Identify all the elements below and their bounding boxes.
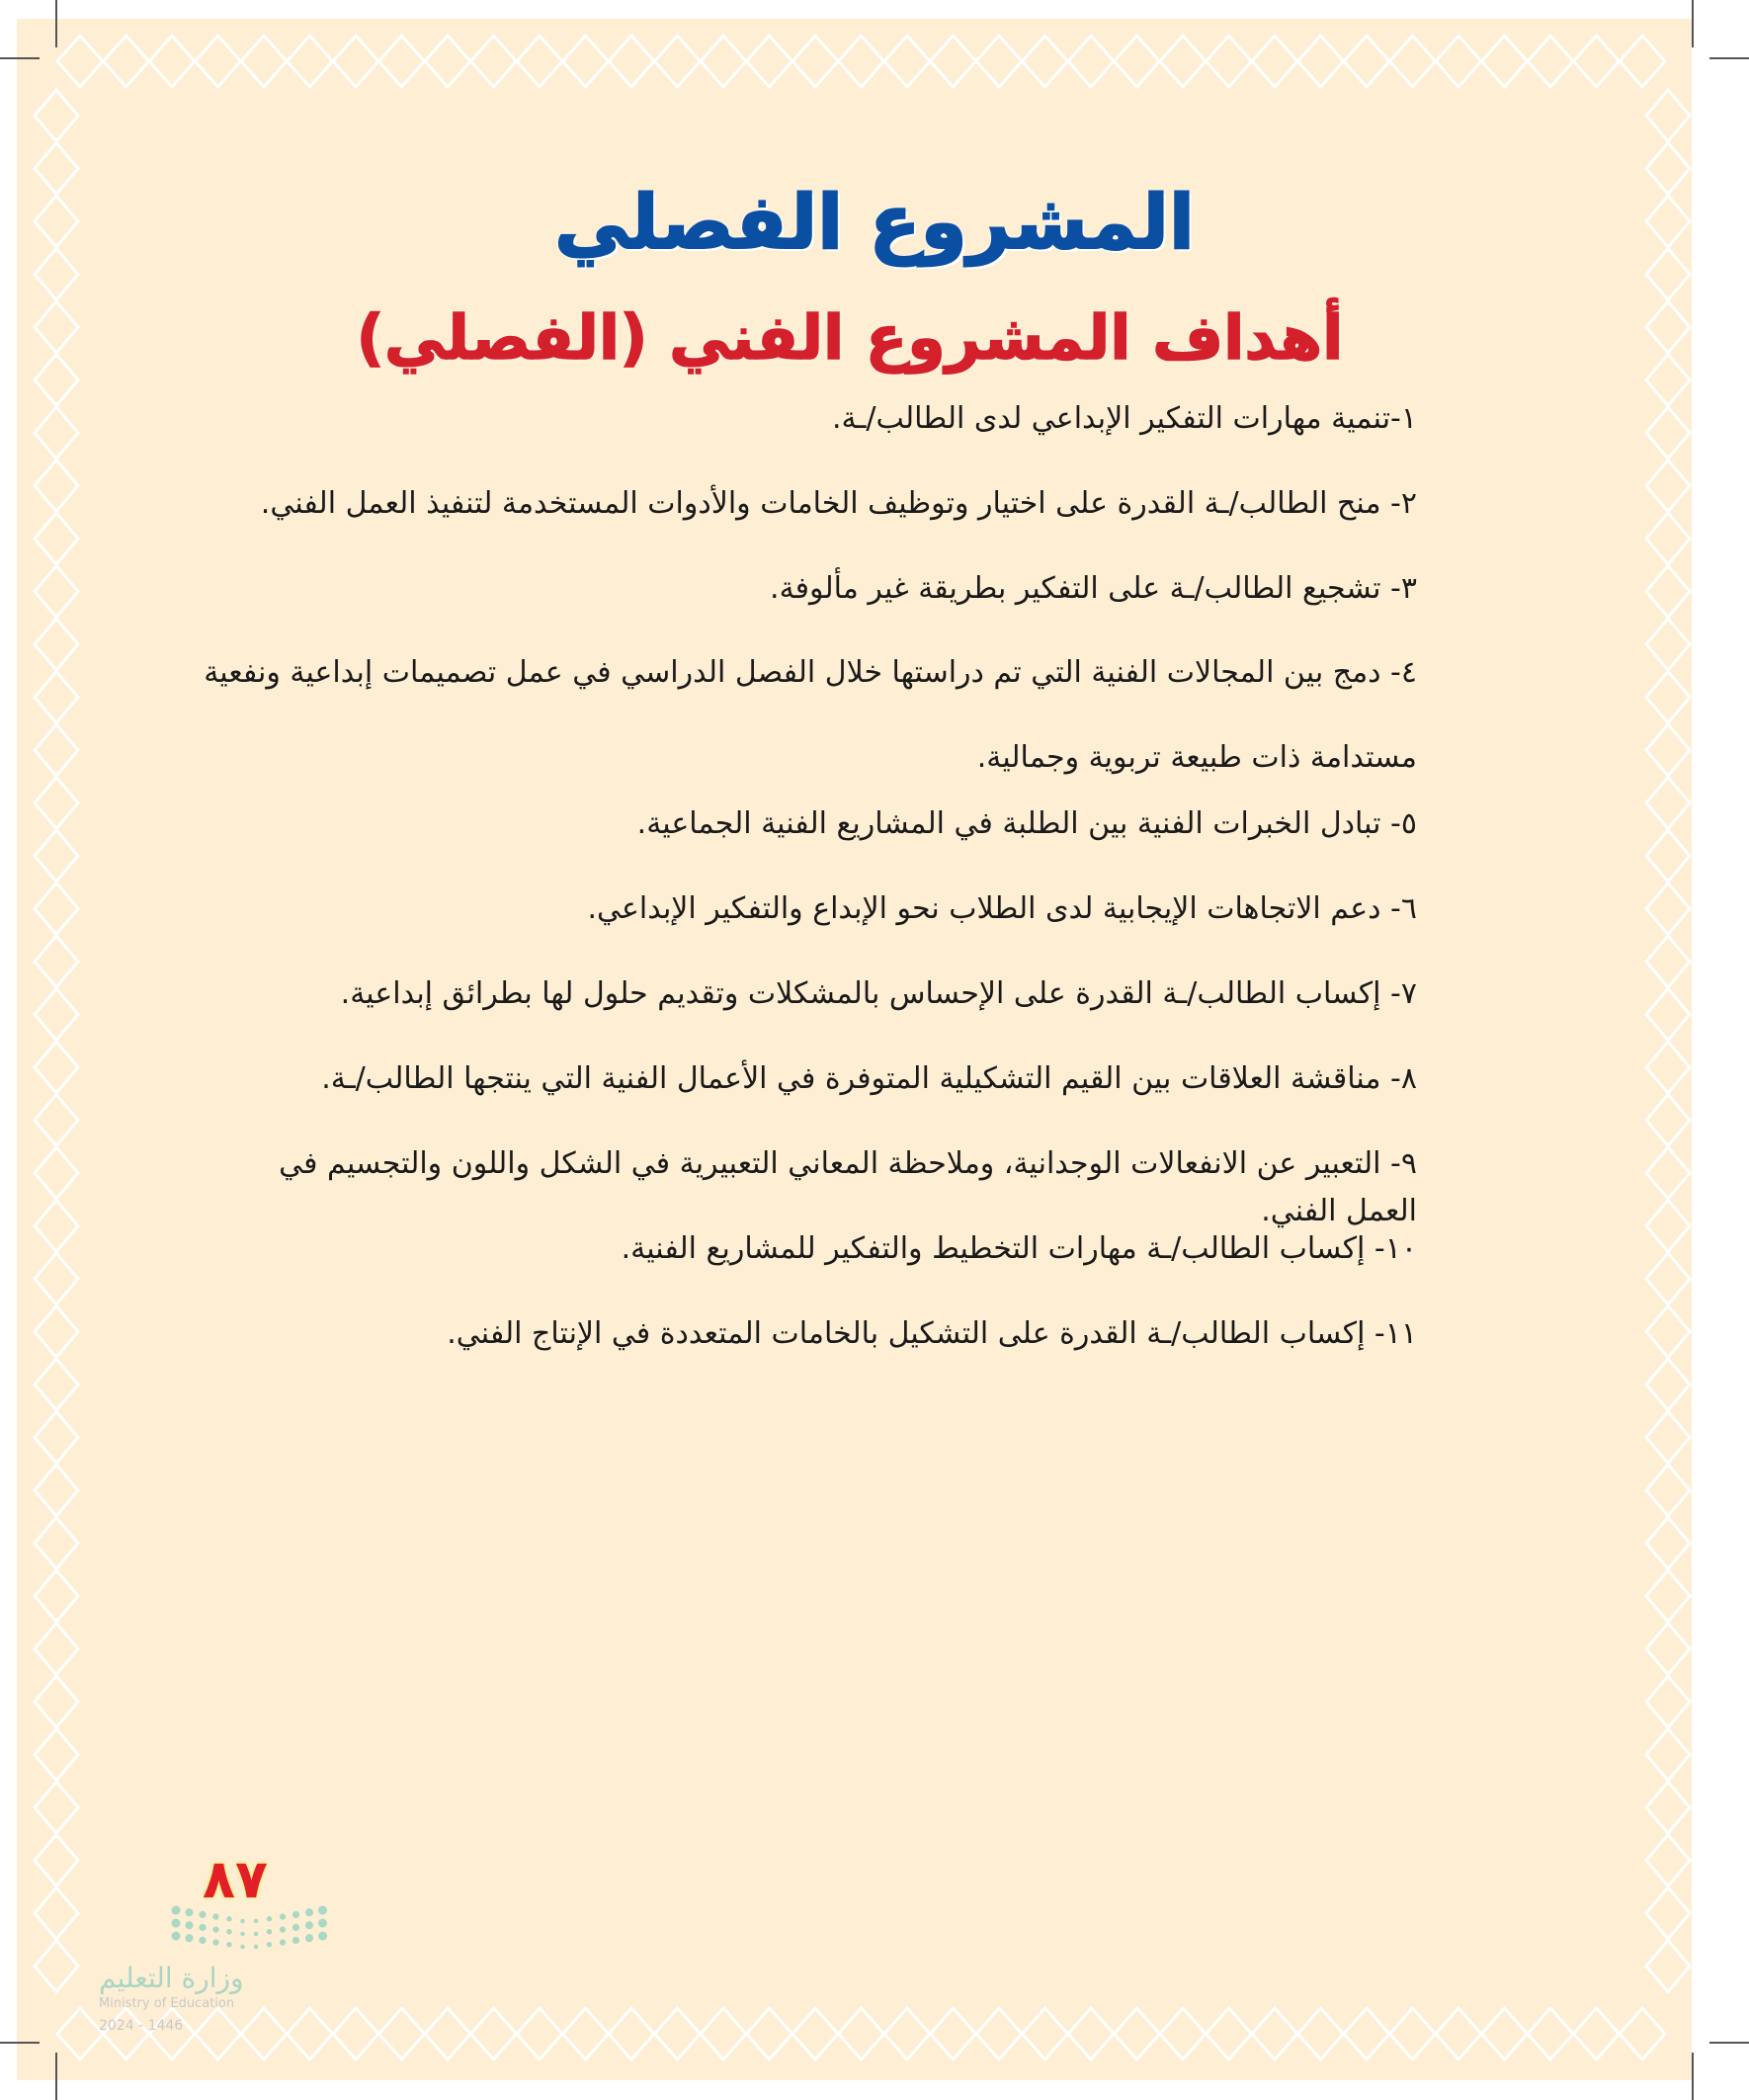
border-diamond <box>35 778 78 829</box>
border-diamond <box>35 513 78 564</box>
crop-mark <box>1692 2053 1694 2100</box>
border-diamond <box>1646 90 1690 141</box>
goals-list <box>202 395 1417 1395</box>
border-diamond <box>1646 1306 1690 1358</box>
border-diamond <box>1646 1888 1690 1939</box>
border-diamond <box>1646 1676 1690 1727</box>
border-diamond <box>1646 1201 1690 1252</box>
border-diamond <box>57 2008 103 2059</box>
border-diamond <box>1298 2008 1344 2059</box>
crop-mark <box>55 2053 57 2100</box>
border-diamond <box>1646 1465 1690 1516</box>
border-diamond <box>379 36 425 87</box>
border-diamond <box>931 2008 976 2059</box>
border-diamond <box>792 2008 838 2059</box>
border-diamond <box>1646 1941 1690 1992</box>
border-diamond <box>35 936 78 987</box>
border-diamond <box>35 1518 78 1569</box>
border-diamond <box>1646 724 1690 776</box>
border-diamond <box>196 36 241 87</box>
goal-item: ٨- مناقشة العلاقات بين القيم التشكيلية المتوفرة في الأعمال الفنية التي ينتجها الطالب/ـة. <box>321 1061 1417 1096</box>
border-diamond <box>104 36 149 87</box>
border-diamond <box>1436 36 1481 87</box>
border-diamond <box>609 2008 654 2059</box>
border-diamond <box>976 2008 1022 2059</box>
border-diamond <box>1646 1253 1690 1304</box>
border-diamond <box>35 1888 78 1939</box>
border-diamond <box>1646 936 1690 987</box>
border-diamond <box>1344 36 1389 87</box>
border-diamond <box>35 90 78 141</box>
ministry-logo-icon <box>170 1902 328 1952</box>
border-diamond <box>35 1253 78 1304</box>
crop-mark <box>0 57 40 59</box>
border-diamond <box>1646 1729 1690 1781</box>
border-diamond <box>1068 2008 1114 2059</box>
border-diamond <box>1528 2008 1573 2059</box>
border-diamond <box>1646 407 1690 459</box>
border-diamond <box>35 1570 78 1622</box>
crop-mark <box>1709 57 1749 59</box>
border-diamond <box>35 301 78 353</box>
border-diamond <box>1298 36 1344 87</box>
crop-mark <box>1692 0 1694 47</box>
ministry-name-english: Ministry of Education <box>99 1996 235 2011</box>
border-diamond <box>1646 355 1690 406</box>
border-diamond <box>241 2008 287 2059</box>
border-diamond <box>1646 1095 1690 1146</box>
border-diamond <box>884 2008 930 2059</box>
goal-item: ٥- تبادل الخبرات الفنية بين الطلبة في المشاريع الفنية الجماعية. <box>636 806 1417 841</box>
border-diamond <box>35 355 78 406</box>
border-diamond <box>1068 36 1114 87</box>
border-diamond <box>379 2008 425 2059</box>
border-diamond <box>747 36 792 87</box>
border-diamond <box>1252 36 1297 87</box>
border-diamond <box>1115 2008 1160 2059</box>
border-diamond <box>1436 2008 1481 2059</box>
goal-item: ٢- منح الطالب/ـة القدرة على اختيار وتوظيف الخامات والأدوات المستخدمة لتنفيذ العمل الفني. <box>260 486 1417 521</box>
border-diamond <box>1646 778 1690 829</box>
border-diamond <box>1482 36 1528 87</box>
border-diamond <box>747 2008 792 2059</box>
border-diamond <box>1390 2008 1436 2059</box>
border-diamond <box>563 2008 609 2059</box>
border-diamond <box>35 1835 78 1887</box>
border-diamond <box>35 1201 78 1252</box>
border-diamond <box>149 36 195 87</box>
border-diamond <box>1646 461 1690 512</box>
goal-item: ١-تنمية مهارات التفكير الإبداعي لدى الطالب/ـة. <box>832 401 1417 436</box>
border-diamond <box>57 36 103 87</box>
border-diamond <box>1646 1359 1690 1410</box>
border-diamond <box>1528 36 1573 87</box>
border-diamond <box>35 989 78 1041</box>
border-diamond <box>35 1095 78 1146</box>
border-diamond <box>1646 619 1690 670</box>
border-diamond <box>976 36 1022 87</box>
border-diamond <box>1207 36 1252 87</box>
border-diamond <box>884 36 930 87</box>
border-diamond <box>1646 301 1690 353</box>
border-diamond <box>35 672 78 723</box>
border-diamond <box>35 883 78 935</box>
page-title: المشروع الفصلي <box>554 178 1195 266</box>
edition-year: 2024 - 1446 <box>99 2018 184 2034</box>
crop-mark <box>0 2042 40 2044</box>
border-diamond <box>288 36 333 87</box>
border-diamond <box>35 1465 78 1516</box>
border-diamond <box>35 1729 78 1781</box>
border-diamond <box>35 1412 78 1464</box>
page-subtitle: أهداف المشروع الفني (الفصلي) <box>356 301 1344 374</box>
goal-item: ٩- التعبير عن الانفعالات الوجدانية، وملاحظة المعاني التعبيرية في الشكل واللون والتجسيم في العمل الفني. <box>279 1146 1417 1228</box>
border-diamond <box>1646 1624 1690 1675</box>
border-diamond <box>701 36 746 87</box>
border-diamond <box>1646 1412 1690 1464</box>
border-diamond <box>1646 1042 1690 1093</box>
border-diamond <box>1390 36 1436 87</box>
border-diamond <box>1023 36 1068 87</box>
border-diamond <box>1252 2008 1297 2059</box>
border-diamond <box>1646 1782 1690 1833</box>
goal-item: ٤- دمج بين المجالات الفنية التي تم دراستها خلال الفصل الدراسي في عمل تصميمات إبداعية ونفعية مستدامة ذات طبيعة تربوية وجمالية. <box>204 655 1417 775</box>
border-diamond <box>1620 2008 1665 2059</box>
border-diamond <box>288 2008 333 2059</box>
goal-item: ٧- إكساب الطالب/ـة القدرة على الإحساس بالمشكلات وتقديم حلول لها بطرائق إبداعية. <box>340 976 1417 1011</box>
border-diamond <box>609 36 654 87</box>
border-diamond <box>35 1042 78 1093</box>
border-diamond <box>1646 830 1690 882</box>
border-diamond <box>333 2008 378 2059</box>
border-diamond <box>1646 989 1690 1041</box>
border-diamond <box>655 36 701 87</box>
border-diamond <box>1646 513 1690 564</box>
border-diamond <box>196 2008 241 2059</box>
border-diamond <box>35 566 78 618</box>
border-diamond <box>1160 2008 1206 2059</box>
border-diamond <box>701 2008 746 2059</box>
border-diamond <box>1646 1518 1690 1569</box>
border-diamond <box>1646 566 1690 618</box>
border-diamond <box>1344 2008 1389 2059</box>
border-diamond <box>471 36 517 87</box>
border-diamond <box>792 36 838 87</box>
border-diamond <box>1574 36 1620 87</box>
border-diamond <box>104 2008 149 2059</box>
goal-item: ٣- تشجيع الطالب/ـة على التفكير بطريقة غير مألوفة. <box>770 571 1417 606</box>
border-diamond <box>1646 1835 1690 1887</box>
border-diamond <box>35 407 78 459</box>
border-diamond <box>1115 36 1160 87</box>
border-diamond <box>425 2008 470 2059</box>
border-diamond <box>1646 1570 1690 1622</box>
border-diamond <box>839 36 884 87</box>
border-diamond <box>35 1359 78 1410</box>
ministry-name-arabic: وزارة التعليم <box>99 1962 244 1994</box>
border-diamond <box>35 830 78 882</box>
border-diamond <box>149 2008 195 2059</box>
border-diamond <box>471 2008 517 2059</box>
goal-item: ٦- دعم الاتجاهات الإيجابية لدى الطلاب نحو الإبداع والتفكير الإبداعي. <box>587 891 1417 926</box>
crop-mark <box>55 0 57 47</box>
border-diamond <box>1574 2008 1620 2059</box>
border-diamond <box>1482 2008 1528 2059</box>
border-diamond <box>517 2008 562 2059</box>
border-diamond <box>1646 1147 1690 1199</box>
border-diamond <box>1646 672 1690 723</box>
page-number: ٨٧ <box>203 1848 268 1910</box>
border-diamond <box>35 1624 78 1675</box>
border-diamond <box>35 1782 78 1833</box>
border-diamond <box>1620 36 1665 87</box>
border-diamond <box>35 1941 78 1992</box>
border-diamond <box>1646 883 1690 935</box>
border-diamond <box>839 2008 884 2059</box>
goal-item: ١٠- إكساب الطالب/ـة مهارات التخطيط والتفكير للمشاريع الفنية. <box>621 1231 1417 1266</box>
border-diamond <box>35 1147 78 1199</box>
border-diamond <box>35 1306 78 1358</box>
border-diamond <box>35 724 78 776</box>
border-diamond <box>655 2008 701 2059</box>
border-diamond <box>333 36 378 87</box>
border-diamond <box>1160 36 1206 87</box>
border-diamond <box>425 36 470 87</box>
crop-mark <box>1709 2042 1749 2044</box>
border-diamond <box>1207 2008 1252 2059</box>
border-diamond <box>563 36 609 87</box>
border-diamond <box>241 36 287 87</box>
border-diamond <box>35 619 78 670</box>
border-diamond <box>517 36 562 87</box>
border-diamond <box>35 1676 78 1727</box>
border-diamond <box>1023 2008 1068 2059</box>
goal-item: ١١- إكساب الطالب/ـة القدرة على التشكيل بالخامات المتعددة في الإنتاج الفني. <box>447 1316 1417 1351</box>
border-diamond <box>931 36 976 87</box>
border-diamond <box>35 461 78 512</box>
